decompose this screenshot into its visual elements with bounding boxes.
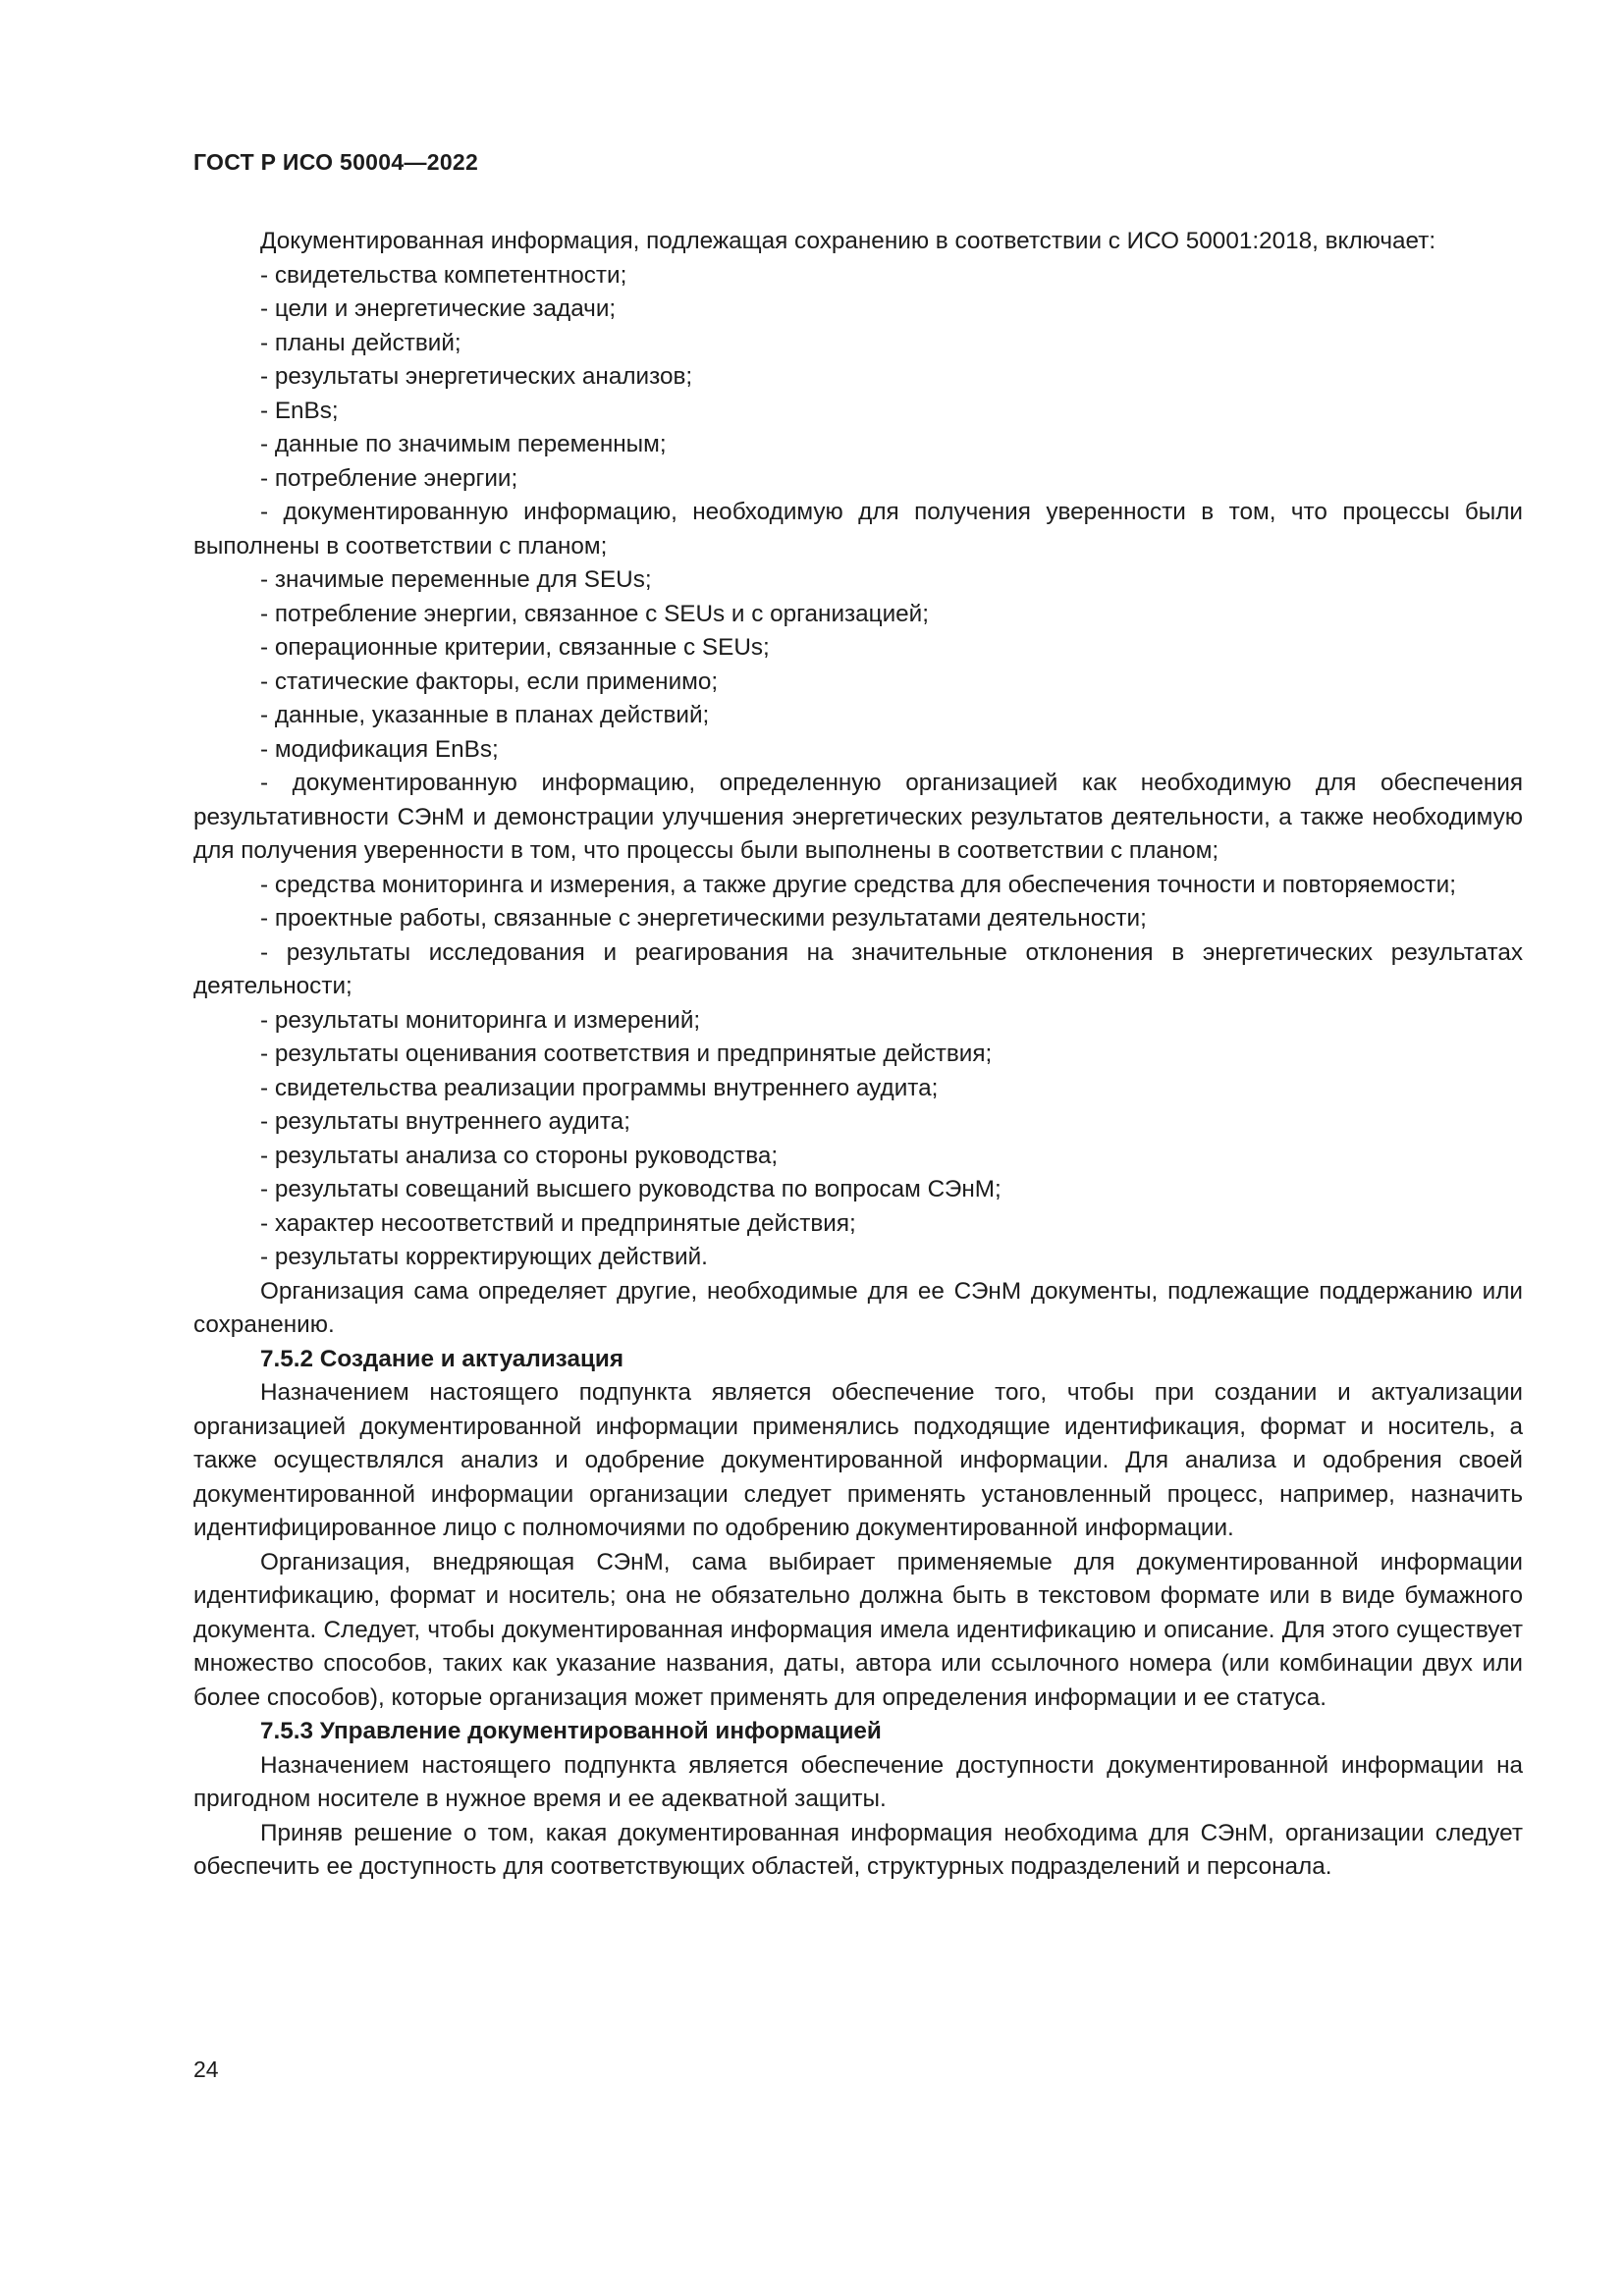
document-code-header: ГОСТ Р ИСО 50004—2022 <box>193 149 479 175</box>
list-item: - планы действий; <box>260 329 461 356</box>
list-item: - цели и энергетические задачи; <box>260 295 617 322</box>
section-heading-7-5-3: 7.5.3 Управление документированной информацией <box>260 1718 882 1744</box>
section-heading-7-5-2: 7.5.2 Создание и актуализация <box>260 1345 624 1372</box>
list-item: - свидетельства реализации программы внутреннего аудита; <box>260 1074 939 1101</box>
list-item: - результаты внутреннего аудита; <box>260 1108 630 1135</box>
retained-info-list <box>193 259 1523 1275</box>
list-item: - статические факторы, если применимо; <box>260 667 719 695</box>
list-item: - средства мониторинга и измерения, а также другие средства для обеспечения точности и повторяемости; <box>260 871 1456 898</box>
section-7-5-2-paragraph: Назначением настоящего подпункта является обеспечение того, чтобы при создании и актуализации организацией документированной информации применялись подходящие идентификация, формат и носитель, а также осуществлялся анализ и одобрение документированной информации. Для анализа и одобрения своей документированной информации организации следует применять установленный процесс, например, назначить идентифицированное лицо с полномочиями по одобрению документированной информации. <box>193 1379 1523 1541</box>
list-item: - потребление энергии, связанное с SEUs и с организацией; <box>260 600 929 627</box>
list-item: - проектные работы, связанные с энергетическими результатами деятельности; <box>260 905 1147 932</box>
page-body <box>193 225 1523 1885</box>
page-number: 24 <box>193 2056 219 2082</box>
section-7-5-3-paragraph: Приняв решение о том, какая документированная информация необходима для СЭнМ, организации следует обеспечить ее доступность для соответствующих областей, структурных подразделений и персонала. <box>193 1819 1523 1880</box>
list-item: - свидетельства компетентности; <box>260 261 627 289</box>
list-item: - результаты энергетических анализов; <box>260 363 693 390</box>
list-item: - характер несоответствий и предпринятые действия; <box>260 1209 856 1237</box>
list-item: - результаты исследования и реагирования на значительные отклонения в энергетических результатах деятельности; <box>193 938 1523 999</box>
list-item: - данные по значимым переменным; <box>260 431 667 457</box>
list-item: - результаты анализа со стороны руководства; <box>260 1142 779 1169</box>
list-item: - операционные критерии, связанные с SEUs; <box>260 634 770 661</box>
list-item: - результаты оценивания соответствия и предпринятые действия; <box>260 1041 993 1067</box>
section-7-5-3-paragraph: Назначением настоящего подпункта является обеспечение доступности документированной информации на пригодном носителе в нужное время и ее адекватной защиты. <box>193 1751 1523 1812</box>
list-item: - документированную информацию, определенную организацией как необходимую для обеспечения результативности СЭнМ и демонстрации улучшения энергетических результатов деятельности, а также необходимую для получения уверенности в том, что процессы были выполнены в соответствии с планом; <box>193 770 1523 864</box>
section-7-5-2-paragraph: Организация, внедряющая СЭнМ, сама выбирает применяемые для документированной информации идентификацию, формат и носитель; она не обязательно должна быть в текстовом формате или в виде бумажного документа. Следует, чтобы документированная информация имела идентификацию и описание. Для этого существует множество способов, таких как указание названия, даты, автора или ссылочного номера (или комбинации двух или более способов), которые организация может применять для определения информации и ее статуса. <box>193 1548 1523 1711</box>
list-item: - данные, указанные в планах действий; <box>260 702 710 728</box>
list-item: - значимые переменные для SEUs; <box>260 566 652 593</box>
list-item: - модификация EnBs; <box>260 735 499 763</box>
list-item: - потребление энергии; <box>260 464 518 492</box>
closing-paragraph: Организация сама определяет другие, необходимые для ее СЭнМ документы, подлежащие поддержанию или сохранению. <box>193 1277 1523 1338</box>
list-item: - результаты мониторинга и измерений; <box>260 1006 701 1034</box>
list-item: - результаты совещаний высшего руководства по вопросам СЭнМ; <box>260 1176 1001 1202</box>
list-item: - EnBs; <box>260 397 339 424</box>
list-item: - документированную информацию, необходимую для получения уверенности в том, что процессы были выполнены в соответствии с планом; <box>193 499 1523 560</box>
list-item: - результаты корректирующих действий. <box>260 1244 708 1270</box>
intro-paragraph: Документированная информация, подлежащая сохранению в соответствии с ИСО 50001:2018, включает: <box>260 228 1436 254</box>
